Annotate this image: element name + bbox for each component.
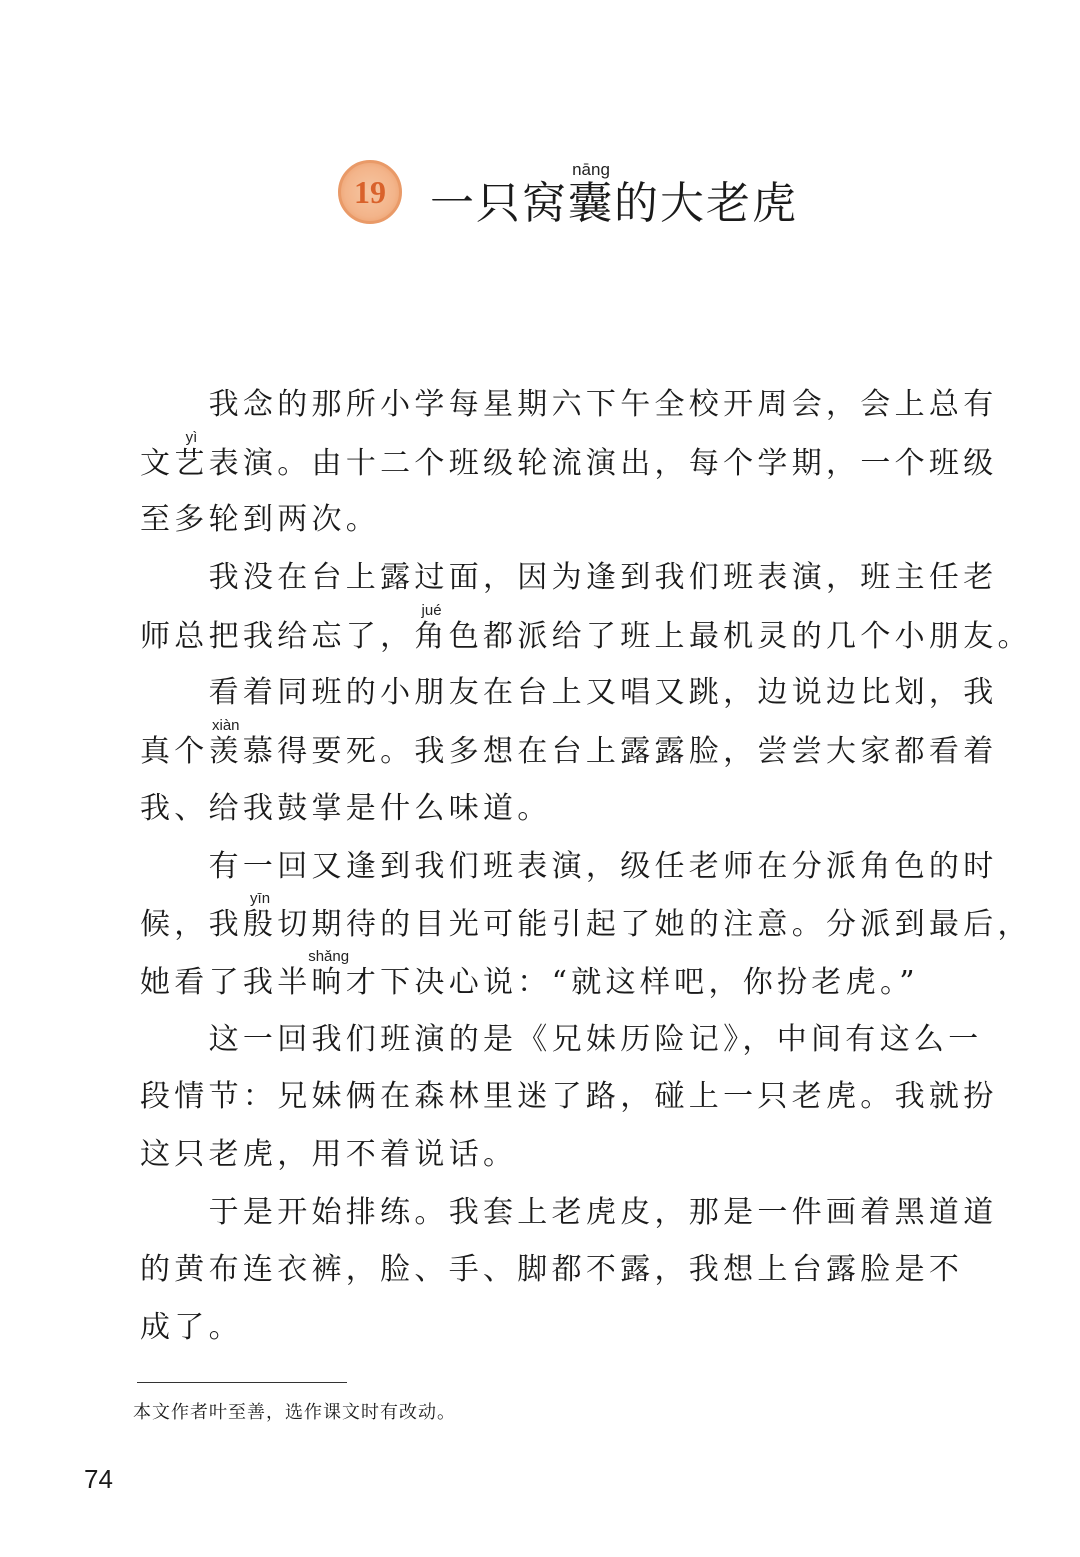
- article-body: [140, 372, 1032, 1353]
- text-line: [140, 487, 1010, 545]
- annotated-char: [414, 601, 449, 654]
- ruby-char: 殷: [242, 907, 278, 943]
- text-segment: 看着同班的小朋友在台上又唱又跳，边说边比划，我: [140, 675, 998, 711]
- text-segment: 这一回我们班演的是《兄妹历险记》，中间有这么一: [140, 1021, 983, 1057]
- pinyin: yì: [174, 428, 209, 446]
- text-segment: 真个: [140, 734, 209, 770]
- ruby-char: 羡: [208, 734, 243, 770]
- text-line: [140, 430, 1010, 488]
- text-segment: 有一回又逢到我们班表演，级任老师在分派角色的时: [140, 848, 998, 884]
- text-segment: 我念的那所小学每星期六下午全校开周会，会上总有: [140, 387, 998, 422]
- pinyin: yīn: [242, 890, 278, 908]
- annotated-char: [242, 890, 278, 943]
- lesson-header: [338, 160, 798, 229]
- text-segment: 成了。: [140, 1310, 243, 1345]
- text-segment: 色都派给了班上最机灵的几个小朋友。: [448, 618, 1032, 654]
- page-number: 74: [84, 1464, 113, 1494]
- text-line: [140, 1007, 1010, 1065]
- text-segment: 于是开始排练。我套上老虎皮，那是一件画着黑道道: [140, 1194, 998, 1230]
- text-segment: 至多轮到两次。: [140, 502, 381, 538]
- pinyin: jué: [414, 601, 449, 619]
- text-line: [140, 949, 1010, 1007]
- footnote-divider: [137, 1382, 347, 1383]
- text-line: [140, 776, 1010, 834]
- text-line: [140, 545, 1010, 603]
- lesson-title: [430, 160, 798, 229]
- pinyin: nāng: [568, 160, 614, 179]
- text-segment: 我、给我鼓掌是什么味道。: [140, 790, 552, 826]
- ruby-char: 囊: [568, 178, 614, 229]
- text-segment: 慕得要死。我多想在台上露露脸，尝尝大家都看着: [242, 734, 998, 770]
- footnote: 本文作者叶至善，选作课文时有改动。: [133, 1402, 456, 1423]
- title-ruby: [568, 160, 614, 229]
- text-line: [140, 1064, 1010, 1122]
- annotated-char: [308, 947, 350, 1000]
- ruby-char: 角: [414, 618, 449, 654]
- text-segment: 我没在台上露过面，因为逢到我们班表演，班主任老: [140, 560, 998, 596]
- text-line: [140, 890, 1032, 949]
- ruby-char: 晌: [308, 964, 350, 1000]
- text-line: [140, 1295, 1010, 1353]
- pinyin: shǎng: [308, 947, 350, 965]
- text-line: [140, 1237, 1010, 1295]
- text-segment: 师总把我给忘了，: [140, 618, 415, 654]
- text-segment: 段情节：兄妹俩在森林里迷了路，碰上一只老虎。我就扮: [140, 1079, 998, 1115]
- annotated-char: [208, 717, 243, 770]
- text-line: [140, 372, 1010, 430]
- text-segment: 表演。由十二个班级轮流演出，每个学期，一个班级: [208, 445, 998, 481]
- text-segment: 候，我: [140, 907, 243, 943]
- text-segment: 这只老虎，用不着说话。: [140, 1136, 518, 1172]
- text-segment: 才下决心说：“就这样吧，你扮老虎。”: [345, 964, 919, 1000]
- pinyin: xiàn: [208, 717, 243, 735]
- annotated-char: [174, 428, 209, 481]
- title-text: 一只窝: [430, 178, 568, 229]
- text-line: [140, 1122, 1010, 1180]
- text-line: [140, 718, 1010, 776]
- text-line: [140, 601, 1032, 661]
- ruby-char: 艺: [174, 445, 209, 481]
- lesson-number-badge: 19: [338, 160, 402, 224]
- text-segment: 她看了我半: [140, 964, 312, 1000]
- text-segment: 文: [140, 445, 175, 481]
- text-segment: 的黄布连衣裤，脸、手、脚都不露，我想上台露脸是不: [140, 1252, 964, 1288]
- text-line: [140, 834, 1010, 892]
- text-segment: 切期待的目光可能引起了她的注意。分派到最后，: [277, 907, 1032, 943]
- title-text: 的大老虎: [614, 178, 798, 229]
- text-line: [140, 1180, 1010, 1238]
- text-line: [140, 660, 1010, 718]
